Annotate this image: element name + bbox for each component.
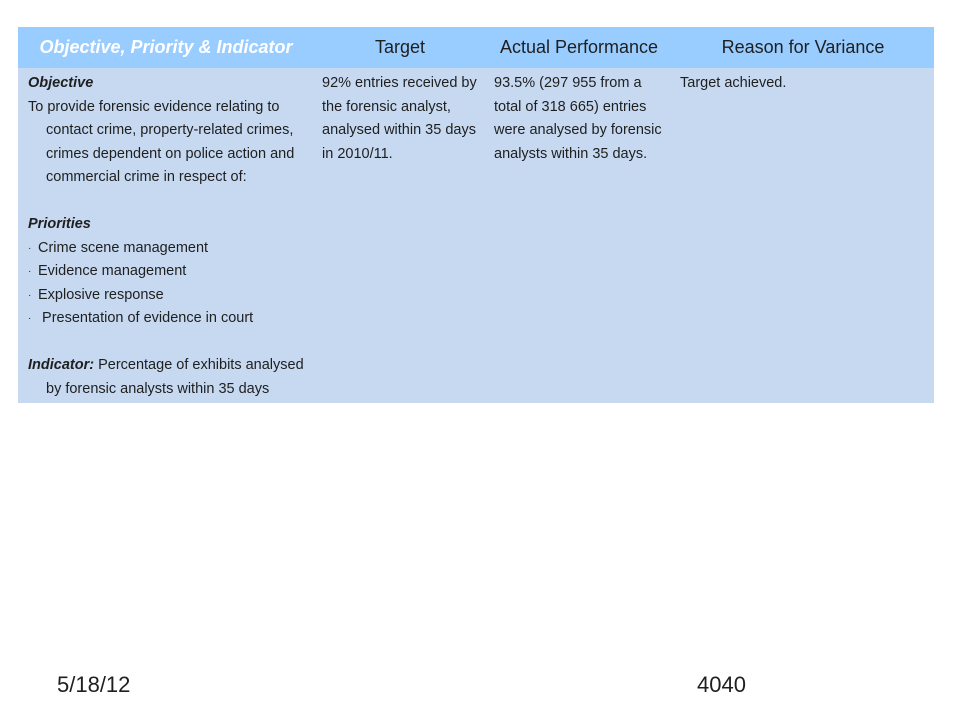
cell-objective [18,68,314,403]
priority-text: Evidence management [38,263,187,279]
footer-date: 5/18/12 [57,672,131,697]
spacer [28,331,306,355]
cell-reason-for-variance: Target achieved. [672,68,934,403]
priorities-list [28,237,306,331]
table-header-row [18,27,934,68]
header-objective-priority-indicator: Objective, Priority & Indicator [18,27,314,68]
table-row [18,68,934,403]
bullet-icon: · [28,289,32,301]
footer-page-number: 4040 [697,672,746,697]
priority-text: Crime scene management [38,239,209,256]
list-item [28,260,306,284]
list-item [28,237,306,261]
priorities-label: Priorities [28,216,91,232]
cell-target: 92% entries received by the forensic analyst, analysed within 35 days in 2010/11. [314,68,486,403]
bullet-icon: · [28,266,32,277]
performance-table [18,27,934,403]
objective-label: Objective [28,75,94,91]
spacer [28,190,306,214]
list-item [28,307,306,331]
objective-text: To provide forensic evidence relating to contact crime, property-related crimes, crimes dependent on police action and commercial crime in respect of: [28,98,295,185]
list-item [28,284,306,308]
indicator-text: Percentage of exhibits analysed by forensic analysts within 35 days [46,357,304,397]
header-target: Target [314,27,486,68]
priority-text: Explosive response [38,286,164,303]
indicator-block [28,354,306,401]
header-actual-performance: Actual Performance [486,27,672,68]
bullet-icon: · [28,313,32,324]
header-reason-for-variance: Reason for Variance [672,27,934,68]
priority-text: Presentation of evidence in court [38,310,254,326]
cell-actual-performance: 93.5% (297 955 from a total of 318 665) entries were analysed by forensic analysts within 35 days. [486,68,672,403]
bullet-icon: · [28,242,32,254]
indicator-label: Indicator: [28,357,95,373]
